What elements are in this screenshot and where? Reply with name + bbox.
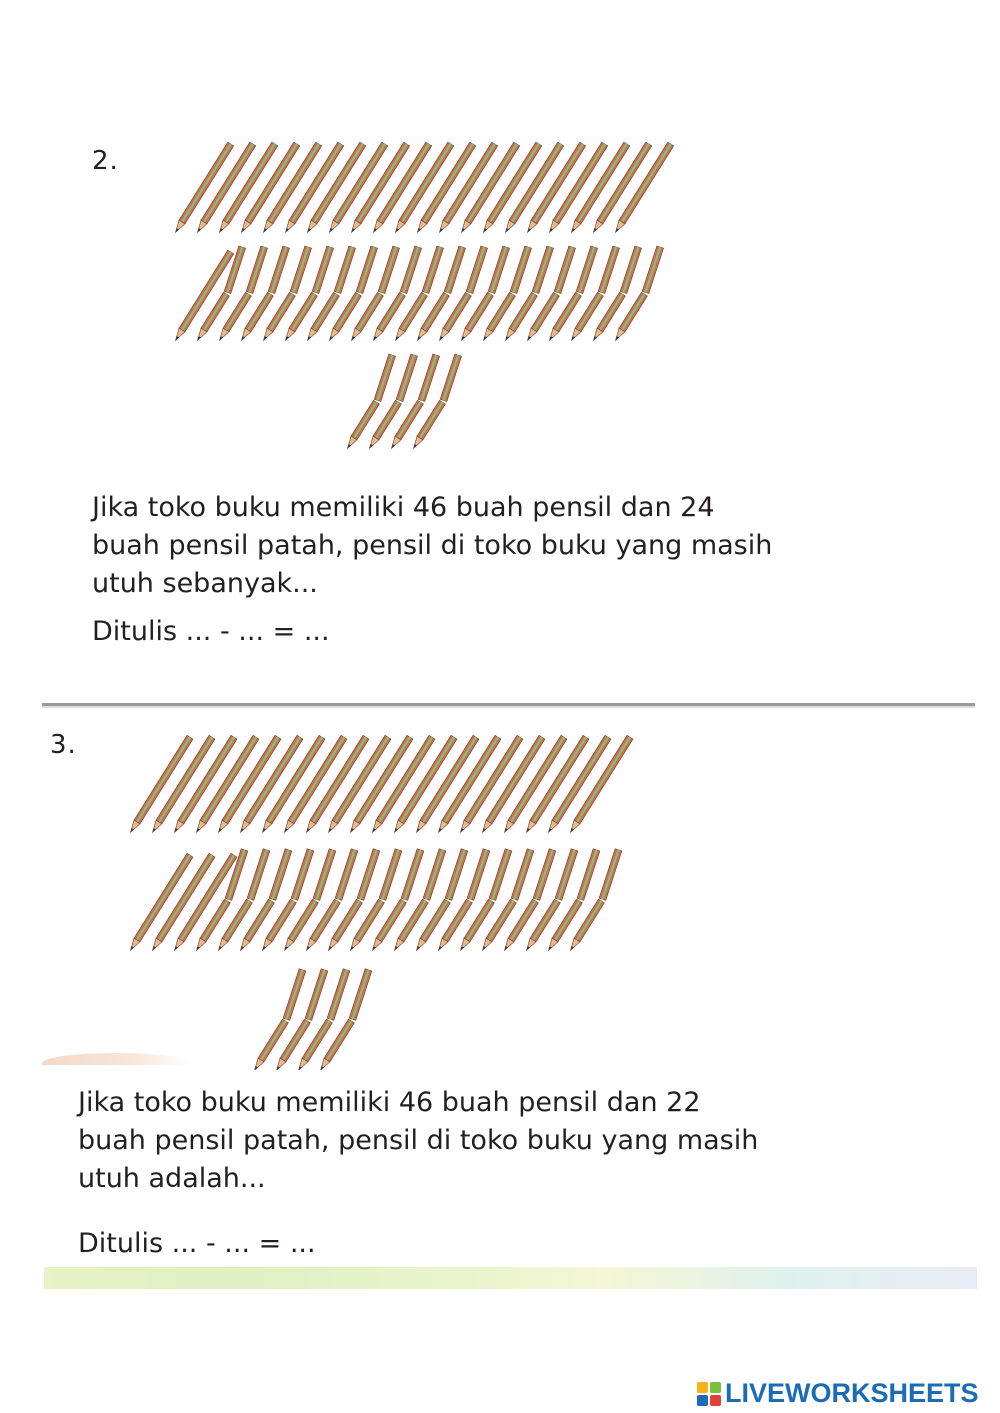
section-divider-shadow bbox=[42, 706, 975, 708]
question-2-number: 2. bbox=[92, 146, 119, 176]
liveworksheets-logo-text: LIVEWORKSHEETS bbox=[725, 1378, 979, 1408]
liveworksheets-logo-icon bbox=[697, 1382, 721, 1406]
liveworksheets-logo[interactable] bbox=[697, 1378, 979, 1409]
question-3-formula: Ditulis ... - ... = ... bbox=[78, 1228, 316, 1259]
question-3-text bbox=[78, 1084, 758, 1198]
question-3-text-line-2: buah pensil patah, pensil di toko buku yang masih bbox=[78, 1125, 759, 1156]
question-2-text bbox=[92, 489, 772, 603]
question-2-text-line-3: utuh sebanyak... bbox=[92, 568, 318, 599]
decorative-rainbow-bar bbox=[44, 1267, 977, 1289]
question-2-pencil-illustration bbox=[170, 130, 730, 460]
question-2-text-line-1: Jika toko buku memiliki 46 buah pensil dan 24 bbox=[92, 492, 715, 523]
question-3-pencil-illustration bbox=[125, 710, 685, 1070]
question-2-text-line-2: buah pensil patah, pensil di toko buku yang masih bbox=[92, 530, 773, 561]
question-3-number: 3. bbox=[50, 730, 77, 760]
question-2-formula: Ditulis ... - ... = ... bbox=[92, 616, 330, 647]
question-3-text-line-1: Jika toko buku memiliki 46 buah pensil dan 22 bbox=[78, 1087, 701, 1118]
question-3-text-line-3: utuh adalah... bbox=[78, 1163, 266, 1194]
